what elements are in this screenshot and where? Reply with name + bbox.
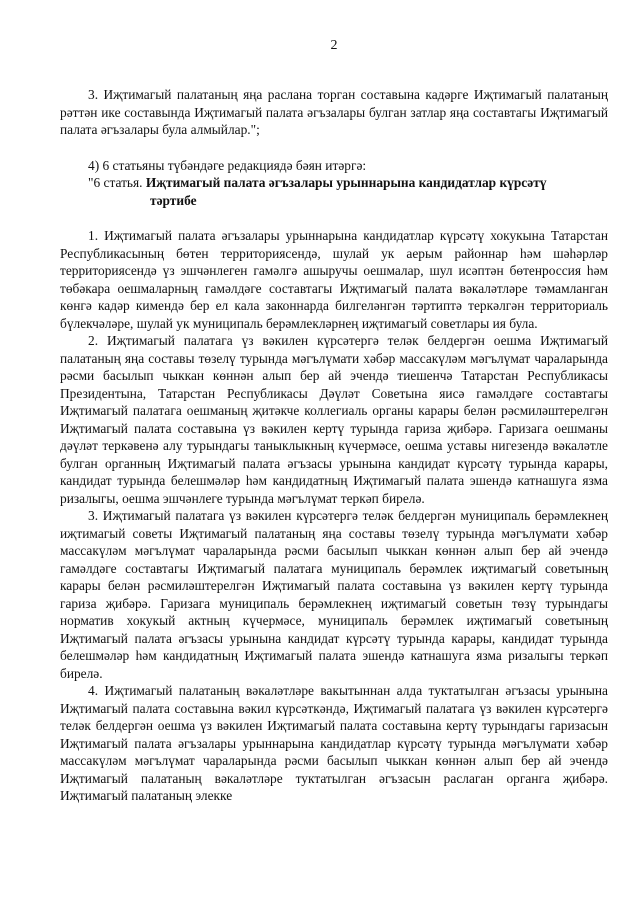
paragraph-3: 3. Иҗтимагый палатага үз вәкилен күрсәтергә теләк белдергән муниципаль берәмлекнең иҗтимагый советы Иҗтимагый палатаның яңа составы төзелү турында мәгълүмати хәбәр массакүләм мәгълүмат чараларында рәсми басылып чыккан көннән алып бер ай эчендә гамәлдәге составтагы Иҗтимагый палатага муниципаль берәмлек иҗтимагый советының карары белән рәсмиләштерелгән Иҗтимагый палата составына үз вәкилен кертү турында гариза җибәрә. Гаризага муниципаль берәмлекнең иҗтимагый советын төзү турындагы норматив хокукый актның күчермәсе, муниципаль берәмлек иҗтимагый советының Иҗтимагый палата әгъзасы урынына кандидат күрсәтү турында карары, кандидат турында белешмәләр һәм кандидатның Иҗтимагый палата эшендә катнашуга язма ризалыгы теркәп бирелә. [60,508,608,681]
article-title [60,174,608,192]
article-title-line-2: тәртибе [150,192,197,208]
page-number: 2 [330,38,338,53]
document-page [60,30,608,805]
article-title-line-1: Иҗтимагый палата әгъзалары урыннарына кандидатлар күрсәтү [145,175,547,190]
item-4-header: 4) 6 статьяны түбәндәге редакциядә бәян итәргә: [88,157,367,173]
paragraph-2: 2. Иҗтимагый палатага үз вәкилен күрсәтергә теләк белдергән оешма Иҗтимагый палатаның яңа составы төзелү турында мәгълүмати хәбәр массакүләм мәгълүмат чараларында рәсми басылып чыккан көннән алып бер ай эчендә тиешенчә Татарстан Республикасы Президентына, Татарстан Республикасы Дәүләт Советына яисә гамәлдәге составтагы Иҗтимагый палатага оешманың җитәкче коллегиаль органы карары белән рәсмиләштерелгән Иҗтимагый палата составына үз вәкилен кертү турында гариза җибәрә. Гаризага оешманы дәүләт теркәвенә алу турындагы таныклыкның күчермәсе, оешма уставы нигезендә вәкаләтле булган органның Иҗтимагый палата әгъзасы урынына кандидат күрсәтү турында карары, кандидат турында белешмәләр һәм кандидатның Иҗтимагый палата эшендә катнашуга язма ризалыгы, оешма эшчәнлеге турында мәгълүмат теркәп бирелә. [60,333,608,506]
paragraph-1: 1. Иҗтимагый палата әгъзалары урыннарына кандидатлар күрсәтү хокукына Татарстан Республикасының бөтен территориясендә, шулай ук аерым районнар һәм шәһәрләр территориясендә үз эшчәнлеген гамәлгә ашыручы оешмалар, шул исәптән бөтенроссия һәм төбәкара оешмаларның гамәлдәге составтагы Иҗтимагый палата вәкаләтләре тәмамланган көнгә кадәр кимендә бер ел кала законнарда билгеләнгән тәртиптә теркәлгән территориаль бүлекчәләре, шулай ук муниципаль берәмлекләрнең иҗтимагый советлары ия була. [60,228,608,331]
article-prefix: "6 статья. [88,175,146,190]
intro-item-3: 3. Иҗтимагый палатаның яңа раслана торган составына кадәрге Иҗтимагый палатаның рәттән ике составында Иҗтимагый палата әгъзалары булган затлар яңа составтагы Иҗтимагый палата әгъзалары була алмыйлар."; [60,87,608,137]
paragraph-4: 4. Иҗтимагый палатаның вәкаләтләре вакытыннан алда туктатылган әгъзасы урынына Иҗтимагый палата составына вәкил күрсәткәндә, Иҗтимагый палатага үз вәкилен күрсәтергә теләк белдергән оешма үз вәкилен Иҗтимагый палата составына кертү турындагы гаризасын Иҗтимагый палата әгъзалары урыннарына кандидатлар күрсәтү турында мәгълүмати хәбәр массакүләм мәгълүмат чараларында рәсми басылып чыккан көннән алып бер ай эчендә Иҗтимагый палатаның вәкаләтләре туктатылган әгъзасын раслаган органга җибәрә. Иҗтимагый палатаның элекке [60,683,608,803]
